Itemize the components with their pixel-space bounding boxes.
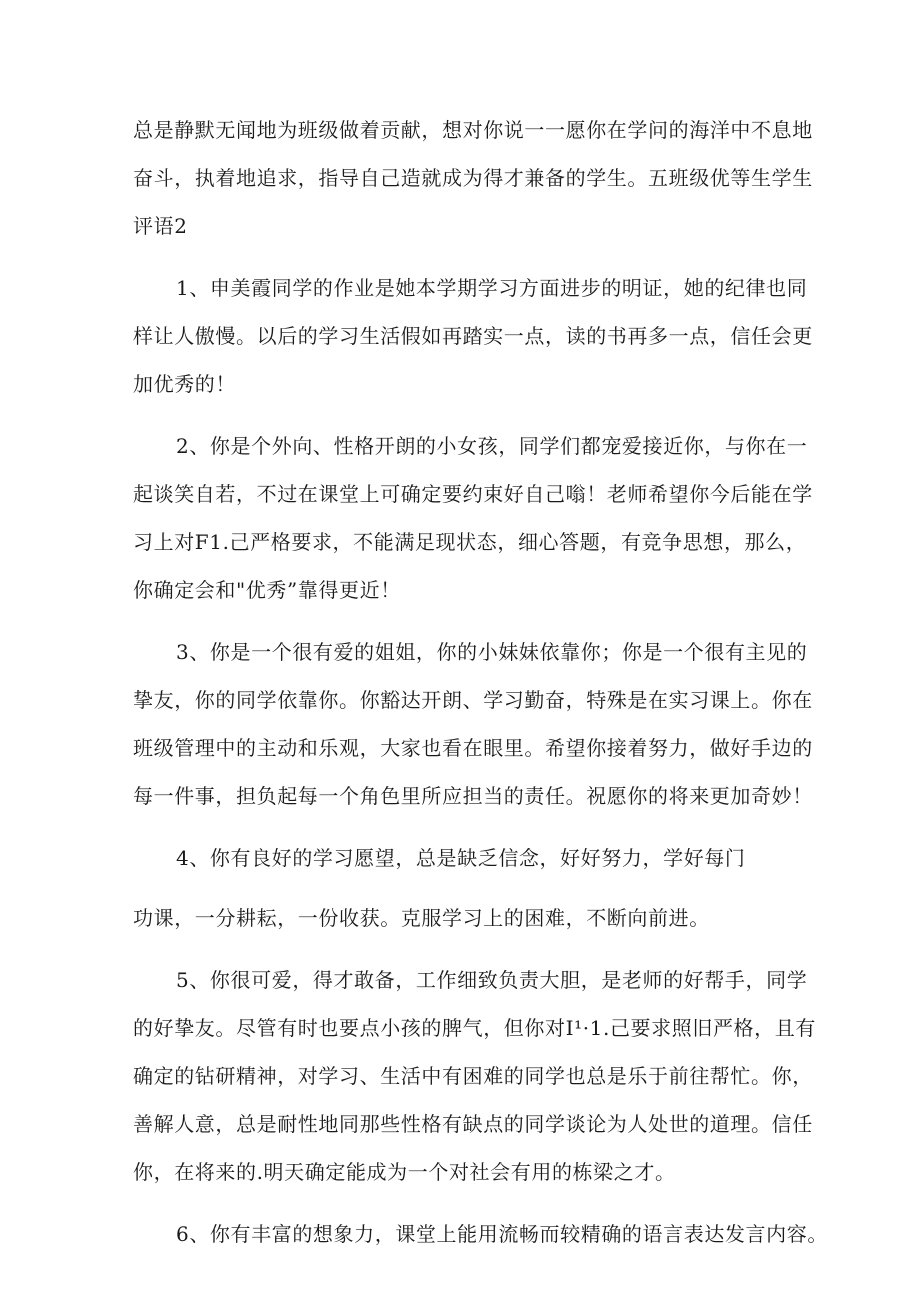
text-line: 奋斗，执着地追求，指导自己造就成为得才兼备的学生。五班级优等生学生 [133, 166, 813, 190]
text-line: 挚友，你的同学依靠你。你豁达开朗、学习勤奋，特殊是在实习课上。你在 [133, 688, 813, 712]
text-line: 总是静默无闻地为班级做着贡献，想对你说一一愿你在学问的海洋中不息地 [133, 118, 813, 142]
text-line: 4、你有良好的学习愿望，总是缺乏信念，好好努力，学好每门 [176, 846, 746, 870]
text-line: 习上对F1.己严格要求，不能满足现状态，细心答题，有竞争思想，那么， [133, 530, 807, 554]
text-line: 每一件事，担负起每一个角色里所应担当的责任。祝愿你的将来更加奇妙！ [133, 784, 813, 808]
text-line: 班级管理中的主动和乐观，大家也看在眼里。希望你接着努力，做好手边的 [133, 736, 813, 760]
text-line: 确定的钻研精神，对学习、生活中有困难的同学也总是乐于前往帮忙。你， [133, 1064, 813, 1088]
text-line: 6、你有丰富的想象力，课堂上能用流畅而较精确的语言表达发言内容。 [176, 1222, 828, 1246]
text-line: 善解人意，总是耐性地同那些性格有缺点的同学谈论为人处世的道理。信任 [133, 1112, 813, 1136]
text-line: 5、你很可爱，得才敢备，工作细致负责大胆，是老师的好帮手，同学 [176, 968, 808, 992]
text-line: 2、你是个外向、性格开朗的小女孩，同学们都宠爱接近你，与你在一 [176, 434, 808, 458]
text-line: 评语2 [133, 214, 188, 238]
text-line: 加优秀的！ [133, 372, 236, 396]
text-line: 3、你是一个很有爱的姐姐，你的小妹妹依靠你；你是一个很有主见的 [176, 640, 808, 664]
text-line: 的好挚友。尽管有时也要点小孩的脾气，但你对I¹·1.己要求照旧严格，且有 [133, 1016, 816, 1040]
text-line: 起谈笑自若，不过在课堂上可确定要约束好自己嗡！老师希望你今后能在学 [133, 482, 813, 506]
text-line: 样让人傲慢。以后的学习生活假如再踏实一点，读的书再多一点，信任会更 [133, 324, 813, 348]
text-line: 1、申美霞同学的作业是她本学期学习方面进步的明证，她的纪律也同 [176, 276, 808, 300]
text-line: 你，在将来的.明天确定能成为一个对社会有用的栋梁之才。 [133, 1160, 676, 1184]
text-line: 功课，一分耕耘，一份收获。克服学习上的困难，不断向前进。 [133, 906, 710, 930]
text-line: 你确定会和"优秀”靠得更近！ [133, 578, 401, 602]
